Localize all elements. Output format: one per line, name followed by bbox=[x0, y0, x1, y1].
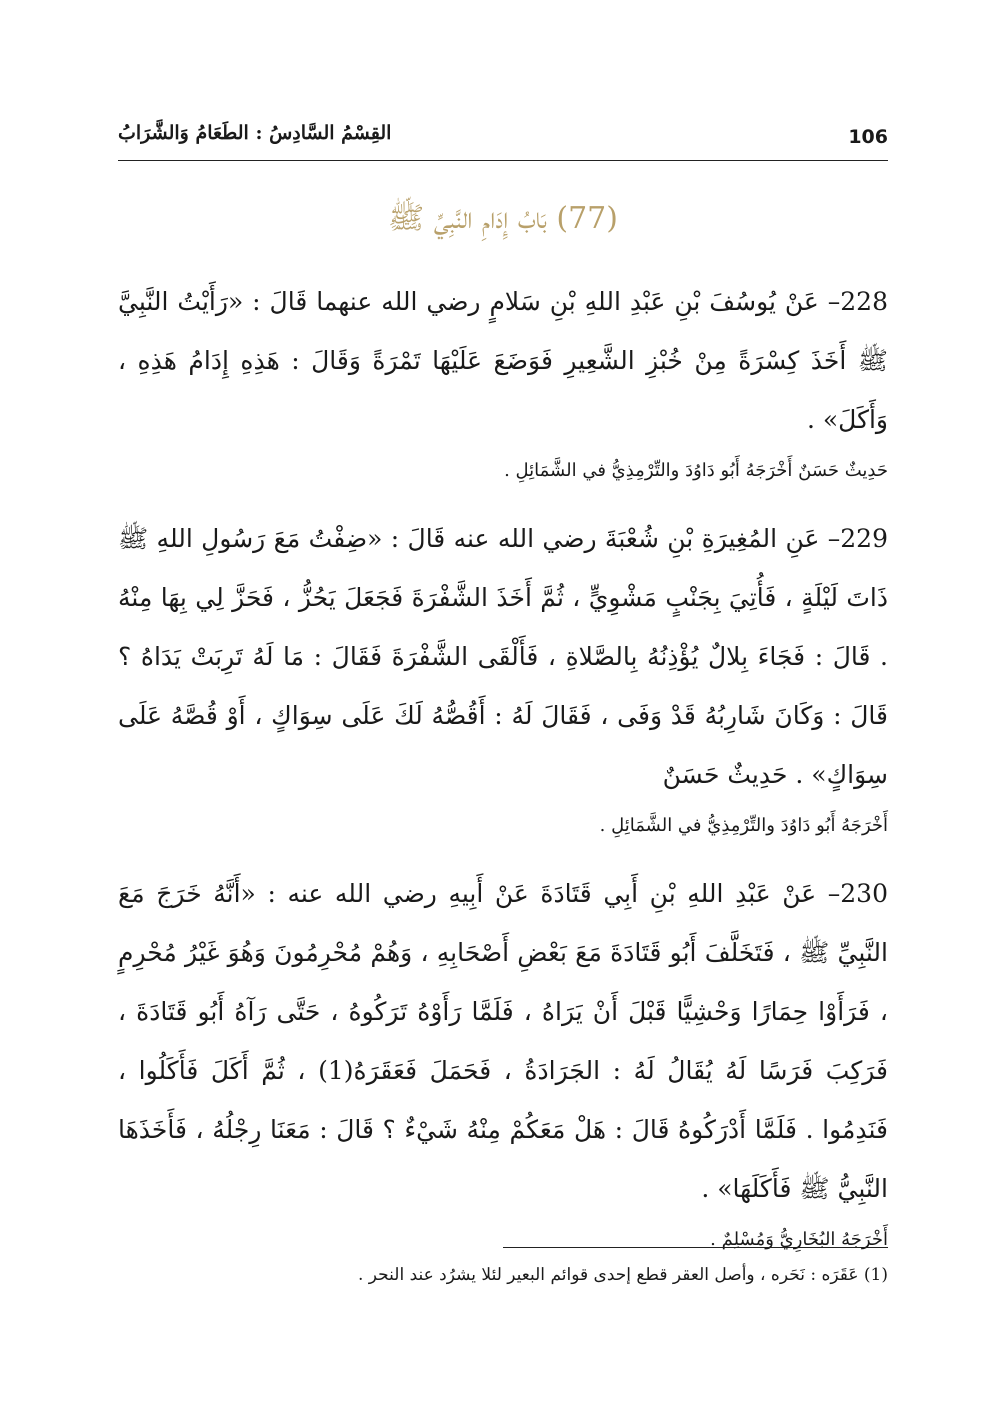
page-header bbox=[118, 122, 888, 158]
footnote-divider bbox=[503, 1247, 888, 1248]
hadith-takhrij: حَدِيثٌ حَسَنٌ أَخْرَجَهُ أَبُو دَاوُدَ والتِّرْمِذِيُّ في الشَّمَائِلِ . bbox=[504, 460, 888, 481]
page-number: 106 bbox=[848, 126, 888, 148]
hadith-takhrij: أَخْرَجَهُ أَبُو دَاوُدَ والتِّرْمِذِيُّ في الشَّمَائِلِ . bbox=[599, 815, 888, 836]
header-divider bbox=[118, 160, 888, 161]
chapter-title: (77) بَابُ إِدَامِ النَّبِيِّ ﷺ bbox=[388, 201, 618, 236]
hadith-text: 230– عَنْ عَبْدِ اللهِ بْنِ أَبِي قَتَادَةَ عَنْ أَبِيهِ رضي الله عنه : «أَنَّهُ خَرَجَ مَعَ النَّبِيِّ ﷺ ، فَتَخَلَّفَ أَبُو قَتَادَةَ مَعَ بَعْضِ أَصْحَابِهِ ، وَهُمْ مُحْرِمُونَ وَهُوَ غَيْرُ مُحْرِمٍ ، فَرَأَوْا حِمَارًا وَحْشِيًّا قَبْلَ أَنْ يَرَاهُ ، فَلَمَّا رَأَوْهُ تَرَكُوهُ ، حَتَّى رَآهُ أَبُو قَتَادَةَ ، فَرَكِبَ فَرَسًا لَهُ يُقَالُ لَهُ : الجَرَادَةُ ، فَحَمَلَ فَعَقَرَهُ(1) ، ثُمَّ أَكَلَ فَأَكَلُوا ، فَنَدِمُوا . فَلَمَّا أَدْرَكُوهُ قَالَ : هَلْ مَعَكُمْ مِنْهُ شَيْءٌ ؟ قَالَ : مَعَنَا رِجْلُهُ ، فَأَخَذَهَا النَّبِيُّ ﷺ فَأَكَلَهَا» . bbox=[118, 879, 888, 1203]
hadith-229 bbox=[118, 509, 888, 846]
hadith-text: 229– عَنِ المُغِيرَةِ بْنِ شُعْبَةَ رضي الله عنه قَالَ : «ضِفْتُ مَعَ رَسُولِ اللهِ ﷺ ذَاتَ لَيْلَةٍ ، فَأُتِيَ بِجَنْبٍ مَشْوِيٍّ ، ثُمَّ أَخَذَ الشَّفْرَةَ فَجَعَلَ يَحُزُّ ، فَحَزَّ لِي بِهَا مِنْهُ . قَالَ : فَجَاءَ بِلالٌ يُؤْذِنُهُ بِالصَّلاةِ ، فَأَلْقَى الشَّفْرَةَ فَقَالَ : مَا لَهُ تَرِبَتْ يَدَاهُ ؟ قَالَ : وَكَانَ شَارِبُهُ قَدْ وَفَى ، فَقَالَ لَهُ : أَقُصُّهُ لَكَ عَلَى سِوَاكٍ ، أَوْ قُصَّهُ عَلَى سِوَاكٍ» . حَدِيثٌ حَسَنٌ bbox=[118, 524, 888, 789]
hadith-230 bbox=[118, 864, 888, 1260]
page-body bbox=[118, 272, 888, 1278]
book-page bbox=[118, 0, 888, 1417]
hadith-228 bbox=[118, 272, 888, 491]
footnote: (1) عَقَرَه : نَحَره ، وأصل العقر قطع إحدى قوائم البعير لئلا يشرُد عند النحر . bbox=[357, 1265, 888, 1285]
running-title: القِسْمُ السَّادِسُ : الطَعَامُ وَالشَّرَابُ bbox=[118, 122, 392, 144]
hadith-text: 228– عَنْ يُوسُفَ بْنِ عَبْدِ اللهِ بْنِ سَلامٍ رضي الله عنهما قَالَ : «رَأَيْتُ النَّبِيَّ ﷺ أَخَذَ كِسْرَةً مِنْ خُبْزِ الشَّعِيرِ فَوَضَعَ عَلَيْهَا تَمْرَةً وَقَالَ : هَذِهِ إِدَامُ هَذِهِ ، وَأَكَلَ» . bbox=[118, 287, 888, 434]
hadith-takhrij: أَخْرَجَهُ البُخَارِيُّ وَمُسْلِمٌ . bbox=[710, 1229, 888, 1250]
